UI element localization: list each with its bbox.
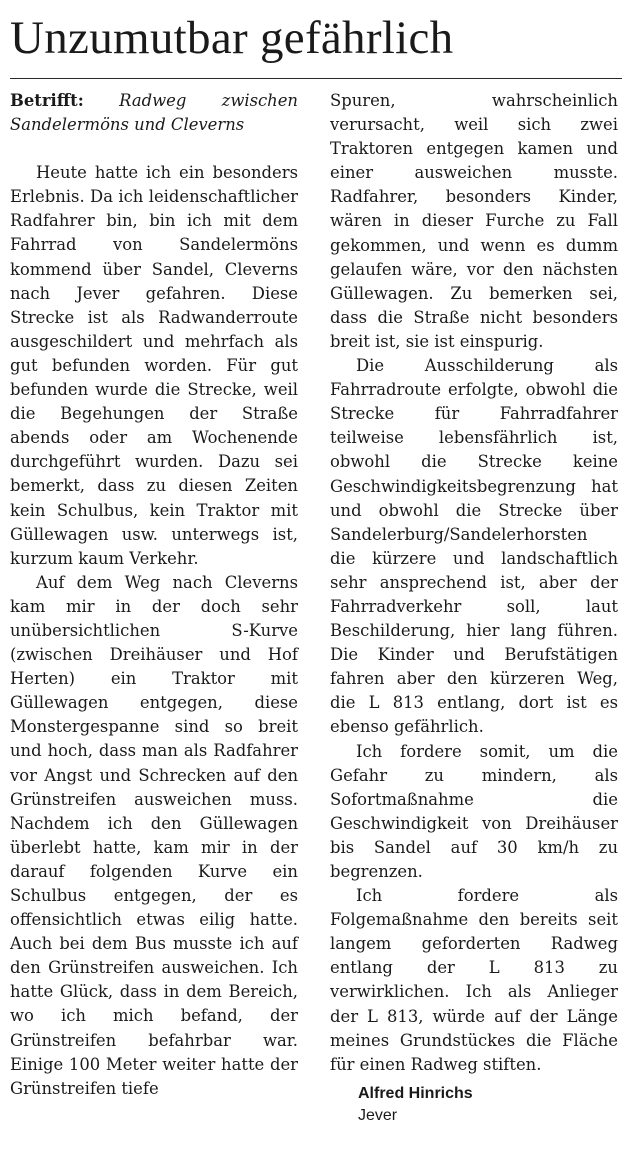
paragraph-2-continued: Spuren, wahrscheinlich verursacht, weil sich zwei Traktoren entgegen kamen und einer ausweichen musste. Radfahrer, besonders Kinder, wären in dieser Furche zu Fall gekommen, und wenn es dumm gelaufen wäre, vor den nächsten Güllewagen. Zu bemerken sei, dass die Straße nicht besonders breit ist, sie ist einspurig. bbox=[330, 91, 618, 351]
author-location: Jever bbox=[358, 1106, 398, 1124]
subject-label: Betrifft: bbox=[10, 91, 84, 110]
paragraph-4: Ich fordere somit, um die Gefahr zu mindern, als Sofortmaßnahme die Geschwindigkeit von Dreihäuser bis Sandel auf 30 km/h zu begrenzen. bbox=[330, 741, 618, 881]
paragraph-3: Die Ausschilderung als Fahrradroute erfolgte, obwohl die Strecke für Fahrradfahrer teilweise lebensfährlich ist, obwohl die Strecke keine Geschwindigkeitsbegrenzung hat und obwohl die Strecke über Sandelerburg/Sandelerhorsten die kürzere und landschaftlich sehr ansprechend ist, aber der Fahrradverkehr soll, laut Beschilderung, hier lang führen. Die Kinder und Berufstätigen fahren aber den kürzeren Weg, die L 813 entlang, dort ist es ebenso gefährlich. bbox=[330, 356, 618, 737]
column-left bbox=[10, 89, 298, 1101]
headline: Unzumutbar gefährlich bbox=[10, 12, 454, 64]
signature bbox=[330, 1083, 618, 1127]
subject-text: Radweg zwischen Sandelermöns und Cleverns bbox=[10, 91, 298, 135]
paragraph-5: Ich fordere als Folgemaßnahme den bereits seit langem geforderten Radweg entlang der L 813 zu verwirklichen. Ich als Anlieger der L 813, würde auf der Länge meines Grundstückes die Fläche für einen Radweg stiften. bbox=[330, 886, 618, 1074]
subject-line bbox=[10, 89, 298, 137]
headline-divider bbox=[10, 78, 622, 79]
author-name: Alfred Hinrichs bbox=[358, 1084, 473, 1102]
column-right bbox=[330, 89, 618, 1127]
paragraph-2: Auf dem Weg nach Cleverns kam mir in der doch sehr unübersichtlichen S-Kurve (zwischen Dreihäuser und Hof Herten) ein Traktor mit Güllewagen entgegen, diese Monstergespanne sind so breit und hoch, dass man als Radfahrer vor Angst und Schrecken auf den Grünstreifen ausweichen muss. Nachdem ich den Güllewagen überlebt hatte, kam mir in der darauf folgenden Kurve ein Schulbus entgegen, der es offensichtlich etwas eilig hatte. Auch bei dem Bus musste ich auf den Grünstreifen ausweichen. Ich hatte Glück, dass in dem Bereich, wo ich mich befand, der Grünstreifen befahrbar war. Einige 100 Meter weiter hatte der Grünstreifen tiefe bbox=[10, 572, 298, 1098]
paragraph-1: Heute hatte ich ein besonders Erlebnis. Da ich leidenschaftlicher Radfahrer bin, bin ich mit dem Fahrrad von Sandelermöns kommend über Sandel, Cleverns nach Jever gefahren. Diese Strecke ist als Radwanderroute ausgeschildert und mehrfach als gut befunden worden. Für gut befunden wurde die Strecke, weil die Begehungen der Straße abends oder am Wochenende durchgeführt wurden. Dazu sei bemerkt, dass zu diesen Zeiten kein Schulbus, kein Traktor mit Güllewagen usw. unterwegs ist, kurzum kaum Verkehr. bbox=[10, 163, 298, 568]
